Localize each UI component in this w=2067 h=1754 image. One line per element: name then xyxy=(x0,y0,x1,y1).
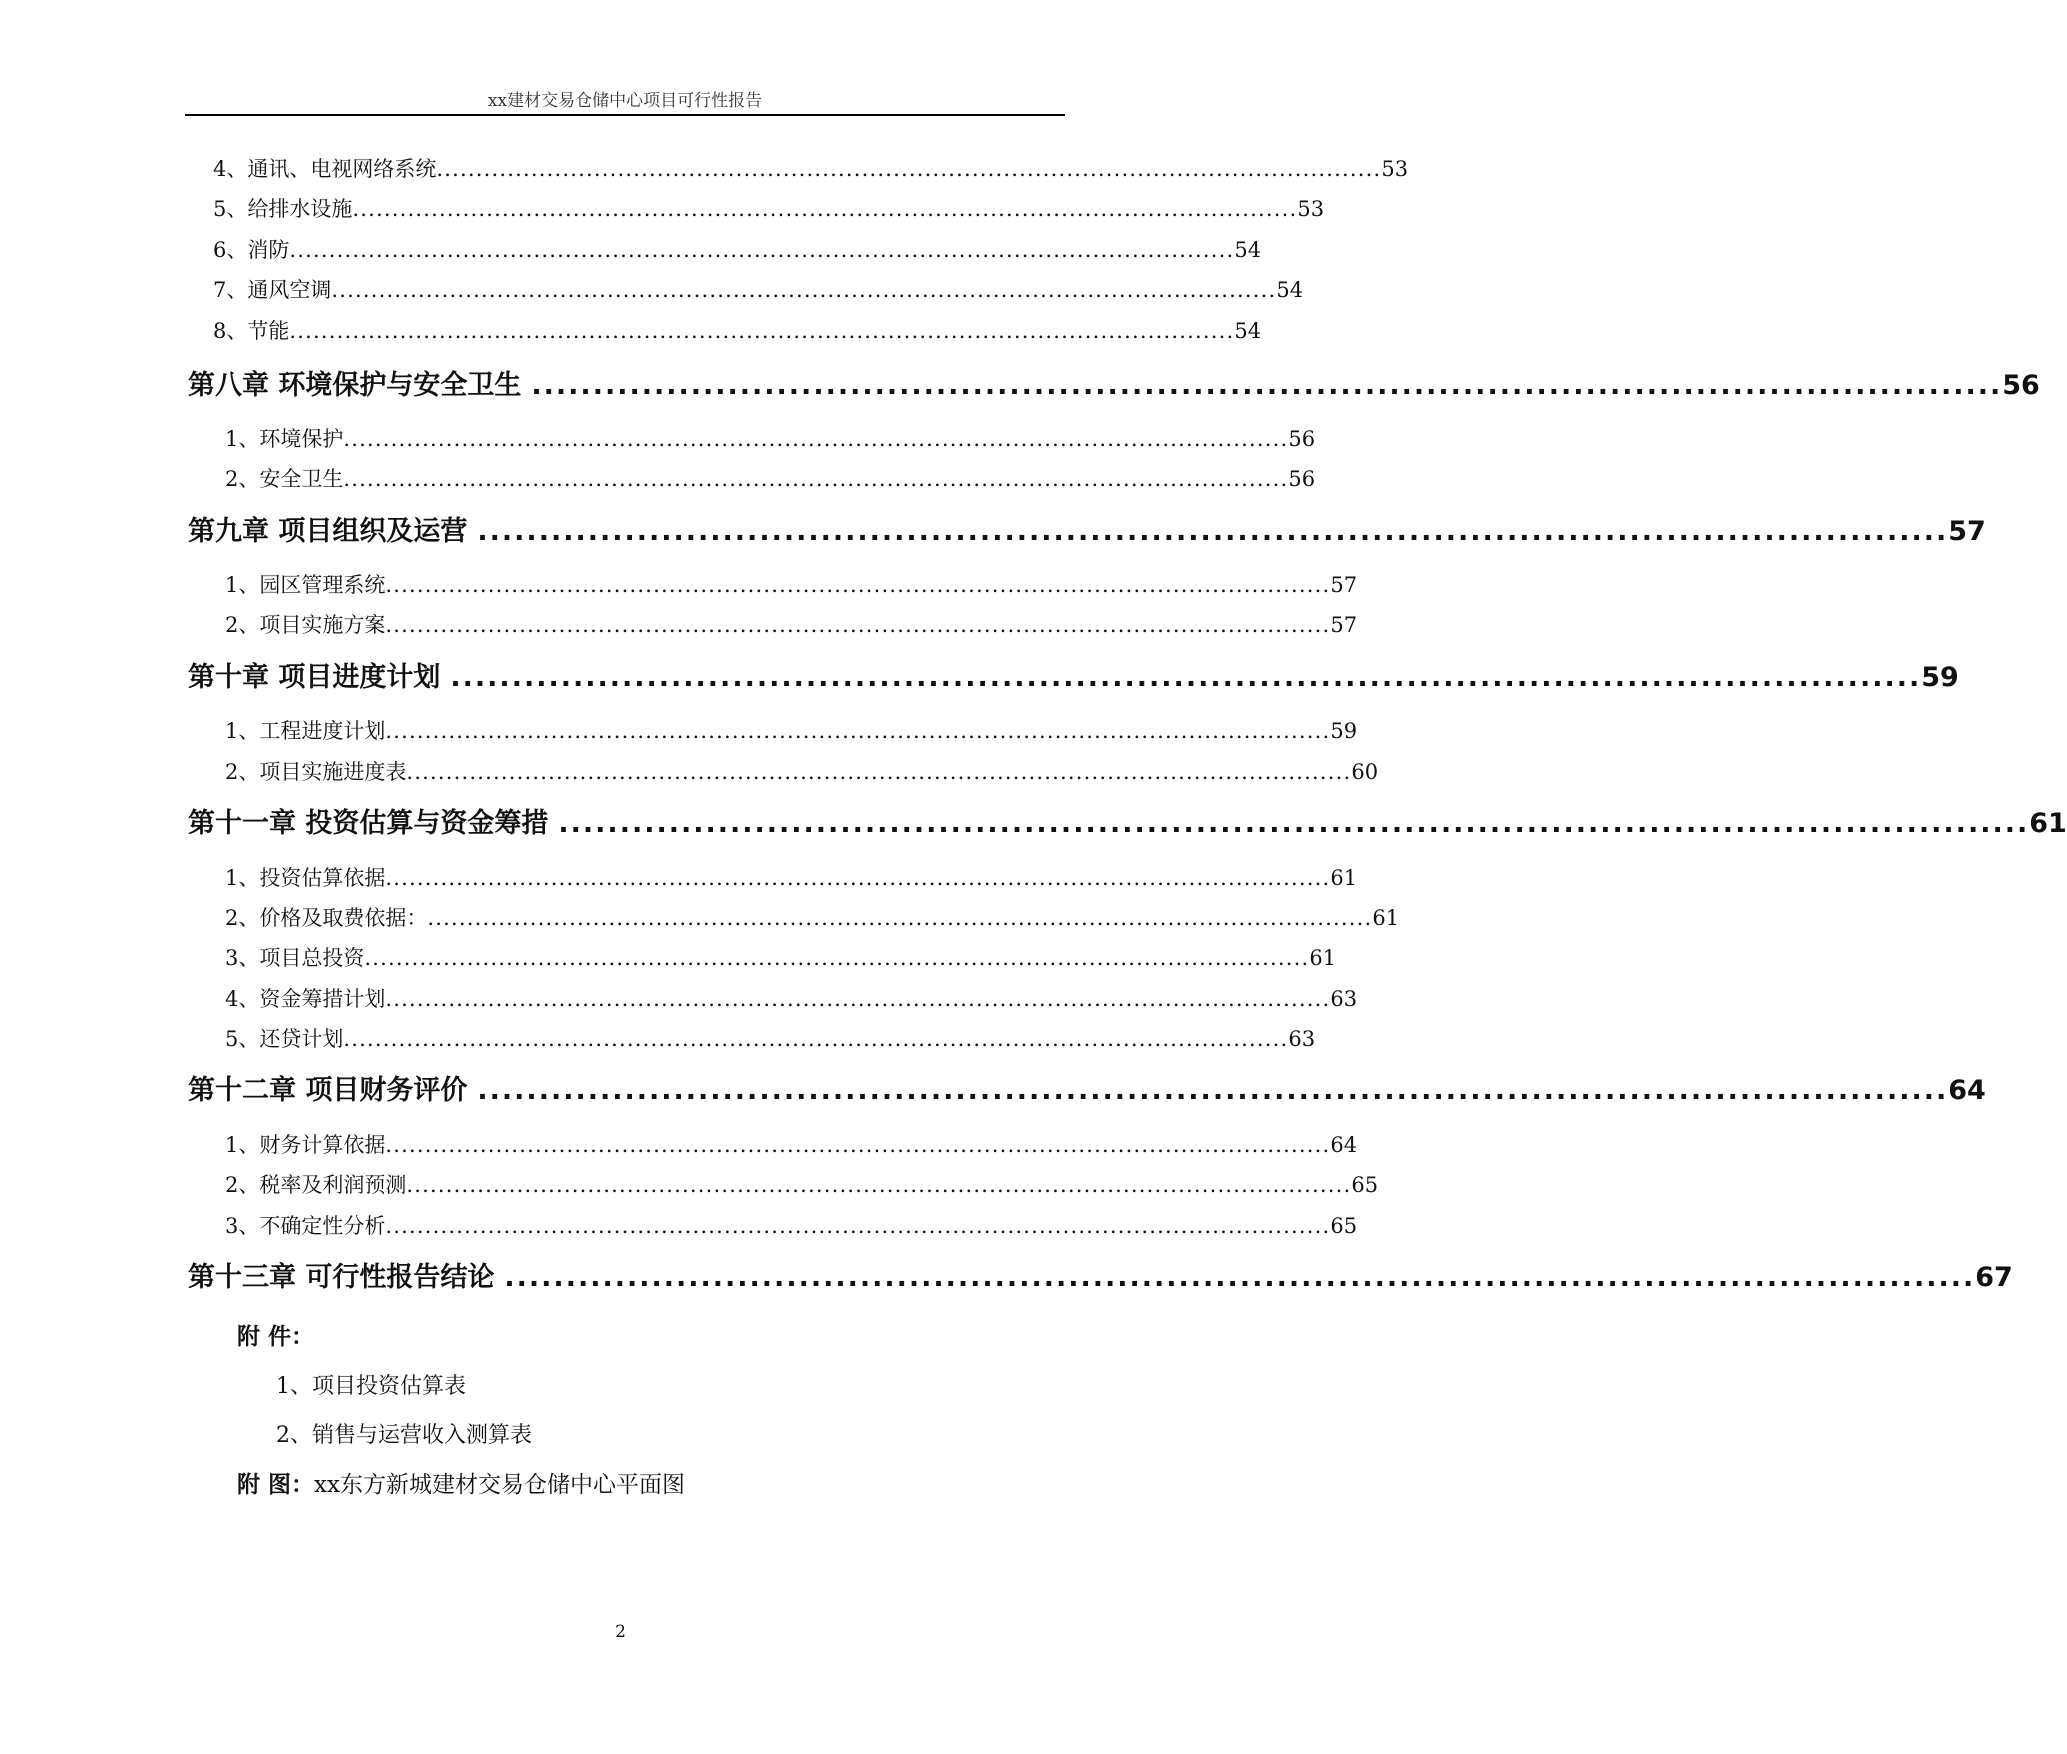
toc-entry-page: 64 xyxy=(1330,1133,1358,1157)
toc-leader-dots: ........................................................................................................................ xyxy=(364,946,1310,970)
toc-leader-dots: ........................................................................................................................ xyxy=(406,1173,1352,1197)
toc-leader-dots: ........................................................................................................................ xyxy=(385,719,1331,743)
toc-leader-dots: ........................................................................................................................ xyxy=(385,866,1331,890)
toc-entry[interactable] xyxy=(225,425,1316,453)
toc-entry-title: 3、不确定性分析 xyxy=(225,1214,386,1238)
toc-chapter[interactable] xyxy=(188,660,1959,696)
header-divider xyxy=(185,114,1065,116)
toc-entry-title: 4、资金筹措计划 xyxy=(225,987,386,1011)
toc-entry-title: 1、园区管理系统 xyxy=(225,573,386,597)
attached-figure-line xyxy=(237,1466,685,1499)
toc-entry-title: 1、工程进度计划 xyxy=(225,719,386,743)
toc-entry-title: 1、投资估算依据 xyxy=(225,866,386,890)
toc-leader-dots: ........................................................................................................................ xyxy=(450,662,1922,693)
toc-entry-title: 2、项目实施方案 xyxy=(225,613,386,637)
toc-entry-page: 65 xyxy=(1351,1173,1379,1197)
toc-entry[interactable] xyxy=(225,1171,1379,1199)
toc-entry-title: 1、财务计算依据 xyxy=(225,1133,386,1157)
toc-entry-page: 60 xyxy=(1351,760,1379,784)
attached-figure-label: 附 图： xyxy=(237,1472,315,1498)
toc-entry-title: 5、给排水设施 xyxy=(213,197,353,221)
toc-leader-dots: ........................................................................................................................ xyxy=(427,906,1373,930)
toc-chapter[interactable] xyxy=(188,1260,2013,1296)
toc-entry[interactable] xyxy=(225,571,1358,599)
toc-entry-title: 5、还贷计划 xyxy=(225,1027,344,1051)
toc-entry-title: 2、税率及利润预测 xyxy=(225,1173,407,1197)
toc-chapter-page: 61 xyxy=(2029,808,2067,839)
toc-leader-dots: ........................................................................................................................ xyxy=(343,427,1289,451)
toc-entry[interactable] xyxy=(213,155,1409,183)
toc-chapter-page: 64 xyxy=(1948,1075,1986,1106)
toc-chapter[interactable] xyxy=(188,1073,1986,1109)
toc-entry[interactable] xyxy=(213,236,1262,264)
toc-entry-page: 59 xyxy=(1330,719,1358,743)
toc-entry-page: 57 xyxy=(1330,573,1358,597)
toc-leader-dots: ........................................................................................................................ xyxy=(343,467,1289,491)
toc-entry-title: 4、通讯、电视网络系统 xyxy=(213,157,437,181)
toc-chapter-title: 第九章 项目组织及运营 xyxy=(188,516,468,547)
toc-entry[interactable] xyxy=(225,904,1400,932)
toc-entry-page: 61 xyxy=(1330,866,1358,890)
toc-leader-dots: ........................................................................................................................ xyxy=(289,319,1235,343)
toc-chapter-title: 第十章 项目进度计划 xyxy=(188,662,441,693)
toc-leader-dots: ........................................................................................................................ xyxy=(477,1075,1949,1106)
toc-entry[interactable] xyxy=(225,944,1337,972)
toc-leader-dots: ........................................................................................................................ xyxy=(385,1133,1331,1157)
toc-leader-dots: ........................................................................................................................ xyxy=(436,157,1382,181)
toc-entry-page: 63 xyxy=(1288,1027,1316,1051)
toc-entry-title: 7、通风空调 xyxy=(213,278,332,302)
toc-leader-dots: ........................................................................................................................ xyxy=(504,1262,1976,1293)
toc-entry-title: 6、消防 xyxy=(213,238,290,262)
toc-entry[interactable] xyxy=(213,317,1262,345)
toc-leader-dots: ........................................................................................................................ xyxy=(385,987,1331,1011)
toc-entry-page: 61 xyxy=(1372,906,1400,930)
toc-entry-page: 57 xyxy=(1330,613,1358,637)
toc-entry-title: 8、节能 xyxy=(213,319,290,343)
toc-chapter-page: 59 xyxy=(1921,662,1959,693)
toc-chapter-page: 67 xyxy=(1975,1262,2013,1293)
toc-leader-dots: ........................................................................................................................ xyxy=(385,613,1331,637)
toc-entry-page: 63 xyxy=(1330,987,1358,1011)
toc-chapter-page: 57 xyxy=(1948,516,1986,547)
toc-entry-title: 1、环境保护 xyxy=(225,427,344,451)
toc-chapter-title: 第十一章 投资估算与资金筹措 xyxy=(188,808,549,839)
toc-entry[interactable] xyxy=(225,717,1358,745)
toc-entry[interactable] xyxy=(225,1131,1358,1159)
toc-entry[interactable] xyxy=(213,276,1304,304)
toc-entry[interactable] xyxy=(225,758,1379,786)
toc-leader-dots: ........................................................................................................................ xyxy=(385,1214,1331,1238)
toc-entry-page: 54 xyxy=(1234,319,1262,343)
toc-leader-dots: ........................................................................................................................ xyxy=(531,370,2003,401)
toc-entry-page: 56 xyxy=(1288,467,1316,491)
toc-leader-dots: ........................................................................................................................ xyxy=(558,808,2030,839)
toc-entry[interactable] xyxy=(213,195,1325,223)
toc-chapter[interactable] xyxy=(188,514,1986,550)
page-header-title: xx建材交易仓储中心项目可行性报告 xyxy=(487,91,763,111)
toc-leader-dots: ........................................................................................................................ xyxy=(406,760,1352,784)
toc-chapter-title: 第八章 环境保护与安全卫生 xyxy=(188,370,522,401)
toc-entry[interactable] xyxy=(225,1025,1316,1053)
toc-entry[interactable] xyxy=(225,465,1316,493)
page-number: 2 xyxy=(615,1622,626,1642)
toc-entry[interactable] xyxy=(225,985,1358,1013)
toc-leader-dots: ........................................................................................................................ xyxy=(477,516,1949,547)
toc-entry-page: 53 xyxy=(1381,157,1409,181)
attachment-item: 2、销售与运营收入测算表 xyxy=(276,1423,532,1448)
toc-leader-dots: ........................................................................................................................ xyxy=(331,278,1277,302)
toc-leader-dots: ........................................................................................................................ xyxy=(289,238,1235,262)
toc-chapter[interactable] xyxy=(188,368,2040,404)
toc-chapter-page: 56 xyxy=(2002,370,2040,401)
toc-chapter[interactable] xyxy=(188,806,2067,842)
toc-chapter-title: 第十二章 项目财务评价 xyxy=(188,1075,468,1106)
toc-entry[interactable] xyxy=(225,864,1358,892)
toc-entry-page: 53 xyxy=(1297,197,1325,221)
toc-entry-page: 65 xyxy=(1330,1214,1358,1238)
toc-entry[interactable] xyxy=(225,1212,1358,1240)
toc-entry-page: 56 xyxy=(1288,427,1316,451)
toc-entry-page: 54 xyxy=(1234,238,1262,262)
toc-entry-title: 2、安全卫生 xyxy=(225,467,344,491)
toc-leader-dots: ........................................................................................................................ xyxy=(343,1027,1289,1051)
toc-entry[interactable] xyxy=(225,611,1358,639)
toc-entry-title: 2、项目实施进度表 xyxy=(225,760,407,784)
toc-entry-title: 2、价格及取费依据： xyxy=(225,906,428,930)
attachment-item: 1、项目投资估算表 xyxy=(276,1374,466,1399)
toc-chapter-title: 第十三章 可行性报告结论 xyxy=(188,1262,495,1293)
toc-leader-dots: ........................................................................................................................ xyxy=(385,573,1331,597)
toc-entry-page: 61 xyxy=(1309,946,1337,970)
toc-entry-page: 54 xyxy=(1276,278,1304,302)
toc-entry-title: 3、项目总投资 xyxy=(225,946,365,970)
attachments-heading: 附 件： xyxy=(237,1324,315,1350)
attached-figure-text: xx东方新城建材交易仓储中心平面图 xyxy=(314,1472,685,1498)
toc-leader-dots: ........................................................................................................................ xyxy=(352,197,1298,221)
